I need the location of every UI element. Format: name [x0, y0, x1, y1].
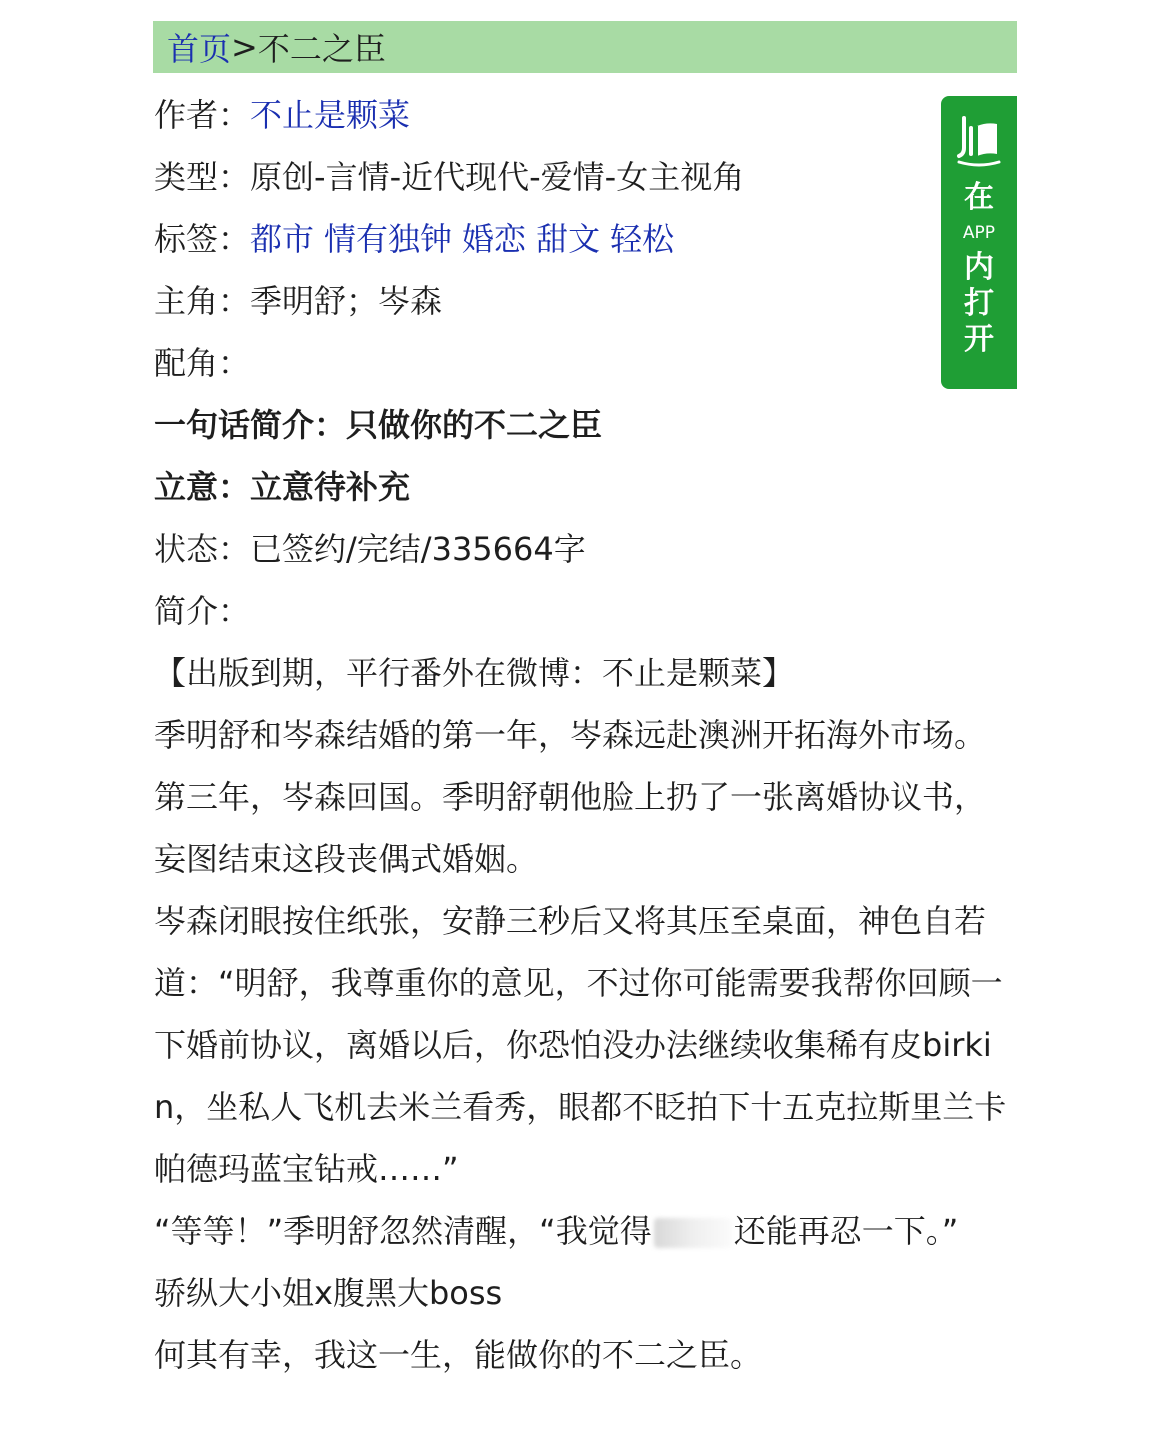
breadcrumb-separator: >: [231, 28, 258, 66]
description-paragraph: 何其有幸，我这一生，能做你的不二之臣。: [154, 1336, 763, 1374]
author-label: 作者：: [154, 96, 251, 134]
tag-link[interactable]: 甜文: [536, 220, 601, 258]
tag-link[interactable]: 都市: [250, 220, 315, 258]
description-paragraph: 【出版到期，平行番外在微博：不止是颗菜】: [154, 654, 795, 692]
theme-row: [154, 456, 1014, 518]
theme-value: 立意待补充: [250, 468, 411, 506]
intro-label: 简介：: [154, 592, 251, 630]
badge-text-zai: 在: [964, 180, 994, 215]
theme-label: 立意：: [154, 468, 251, 506]
description-paragraph: 骄纵大小姐x腹黑大boss: [154, 1274, 503, 1312]
oneline-label: 一句话简介：: [154, 406, 347, 444]
protagonists-row: [154, 270, 1014, 332]
tag-link[interactable]: 轻松: [610, 220, 675, 258]
tags-label: 标签：: [154, 220, 251, 258]
type-row: [154, 146, 1014, 208]
badge-text-nei: 内: [964, 250, 994, 285]
description-paragraph: 季明舒和岑森结婚的第一年，岑森远赴澳洲开拓海外市场。: [154, 716, 987, 754]
book-info: [154, 84, 1014, 1386]
author-row: [154, 84, 1014, 146]
type-label: 类型：: [154, 158, 251, 196]
intro-label-row: [154, 580, 1014, 642]
blurred-text: [654, 1218, 732, 1248]
description-paragraph: 第三年，岑森回国。季明舒朝他脸上扔了一张离婚协议书，妄图结束这段丧偶式婚姻。: [154, 778, 987, 878]
status-row: [154, 518, 1014, 580]
description-paragraph: [154, 1200, 1014, 1262]
supporting-row: [154, 332, 1014, 394]
badge-text-app: APP: [962, 223, 996, 243]
tags-row: [154, 208, 1014, 270]
breadcrumb-home-link[interactable]: 首页: [167, 30, 232, 68]
author-link[interactable]: 不止是颗菜: [250, 96, 411, 134]
tag-link[interactable]: 婚恋: [462, 220, 527, 258]
badge-text-kai: 开: [964, 322, 994, 357]
type-value: 原创-言情-近代现代-爱情-女主视角: [250, 158, 745, 196]
breadcrumb: [153, 21, 1017, 73]
supporting-label: 配角：: [154, 344, 251, 382]
description-text: “等等！”季明舒忽然清醒，“我觉得: [154, 1212, 652, 1250]
oneline-value: 只做你的不二之臣: [346, 406, 603, 444]
status-label: 状态：: [154, 530, 251, 568]
status-value: 已签约/完结/335664字: [250, 530, 586, 568]
description-paragraph: 岑森闭眼按住纸张，安静三秒后又将其压至桌面，神色自若道：“明舒，我尊重你的意见，不过你可能需要我帮你回顾一下婚前协议，离婚以后，你恐怕没办法继续收集稀有皮birkin，坐私人飞机去米兰看秀，眼都不眨拍下十五克拉斯里兰卡帕德玛蓝宝钻戒……”: [154, 902, 1007, 1188]
tag-link[interactable]: 情有独钟: [324, 220, 453, 258]
description: [154, 642, 1014, 1386]
protagonists-label: 主角：: [154, 282, 251, 320]
oneline-row: [154, 394, 1014, 456]
breadcrumb-current: 不二之臣: [257, 30, 386, 68]
protagonists-value: 季明舒；岑森: [250, 282, 443, 320]
badge-text-da: 打: [964, 286, 994, 321]
description-text: 还能再忍一下。”: [733, 1212, 959, 1250]
